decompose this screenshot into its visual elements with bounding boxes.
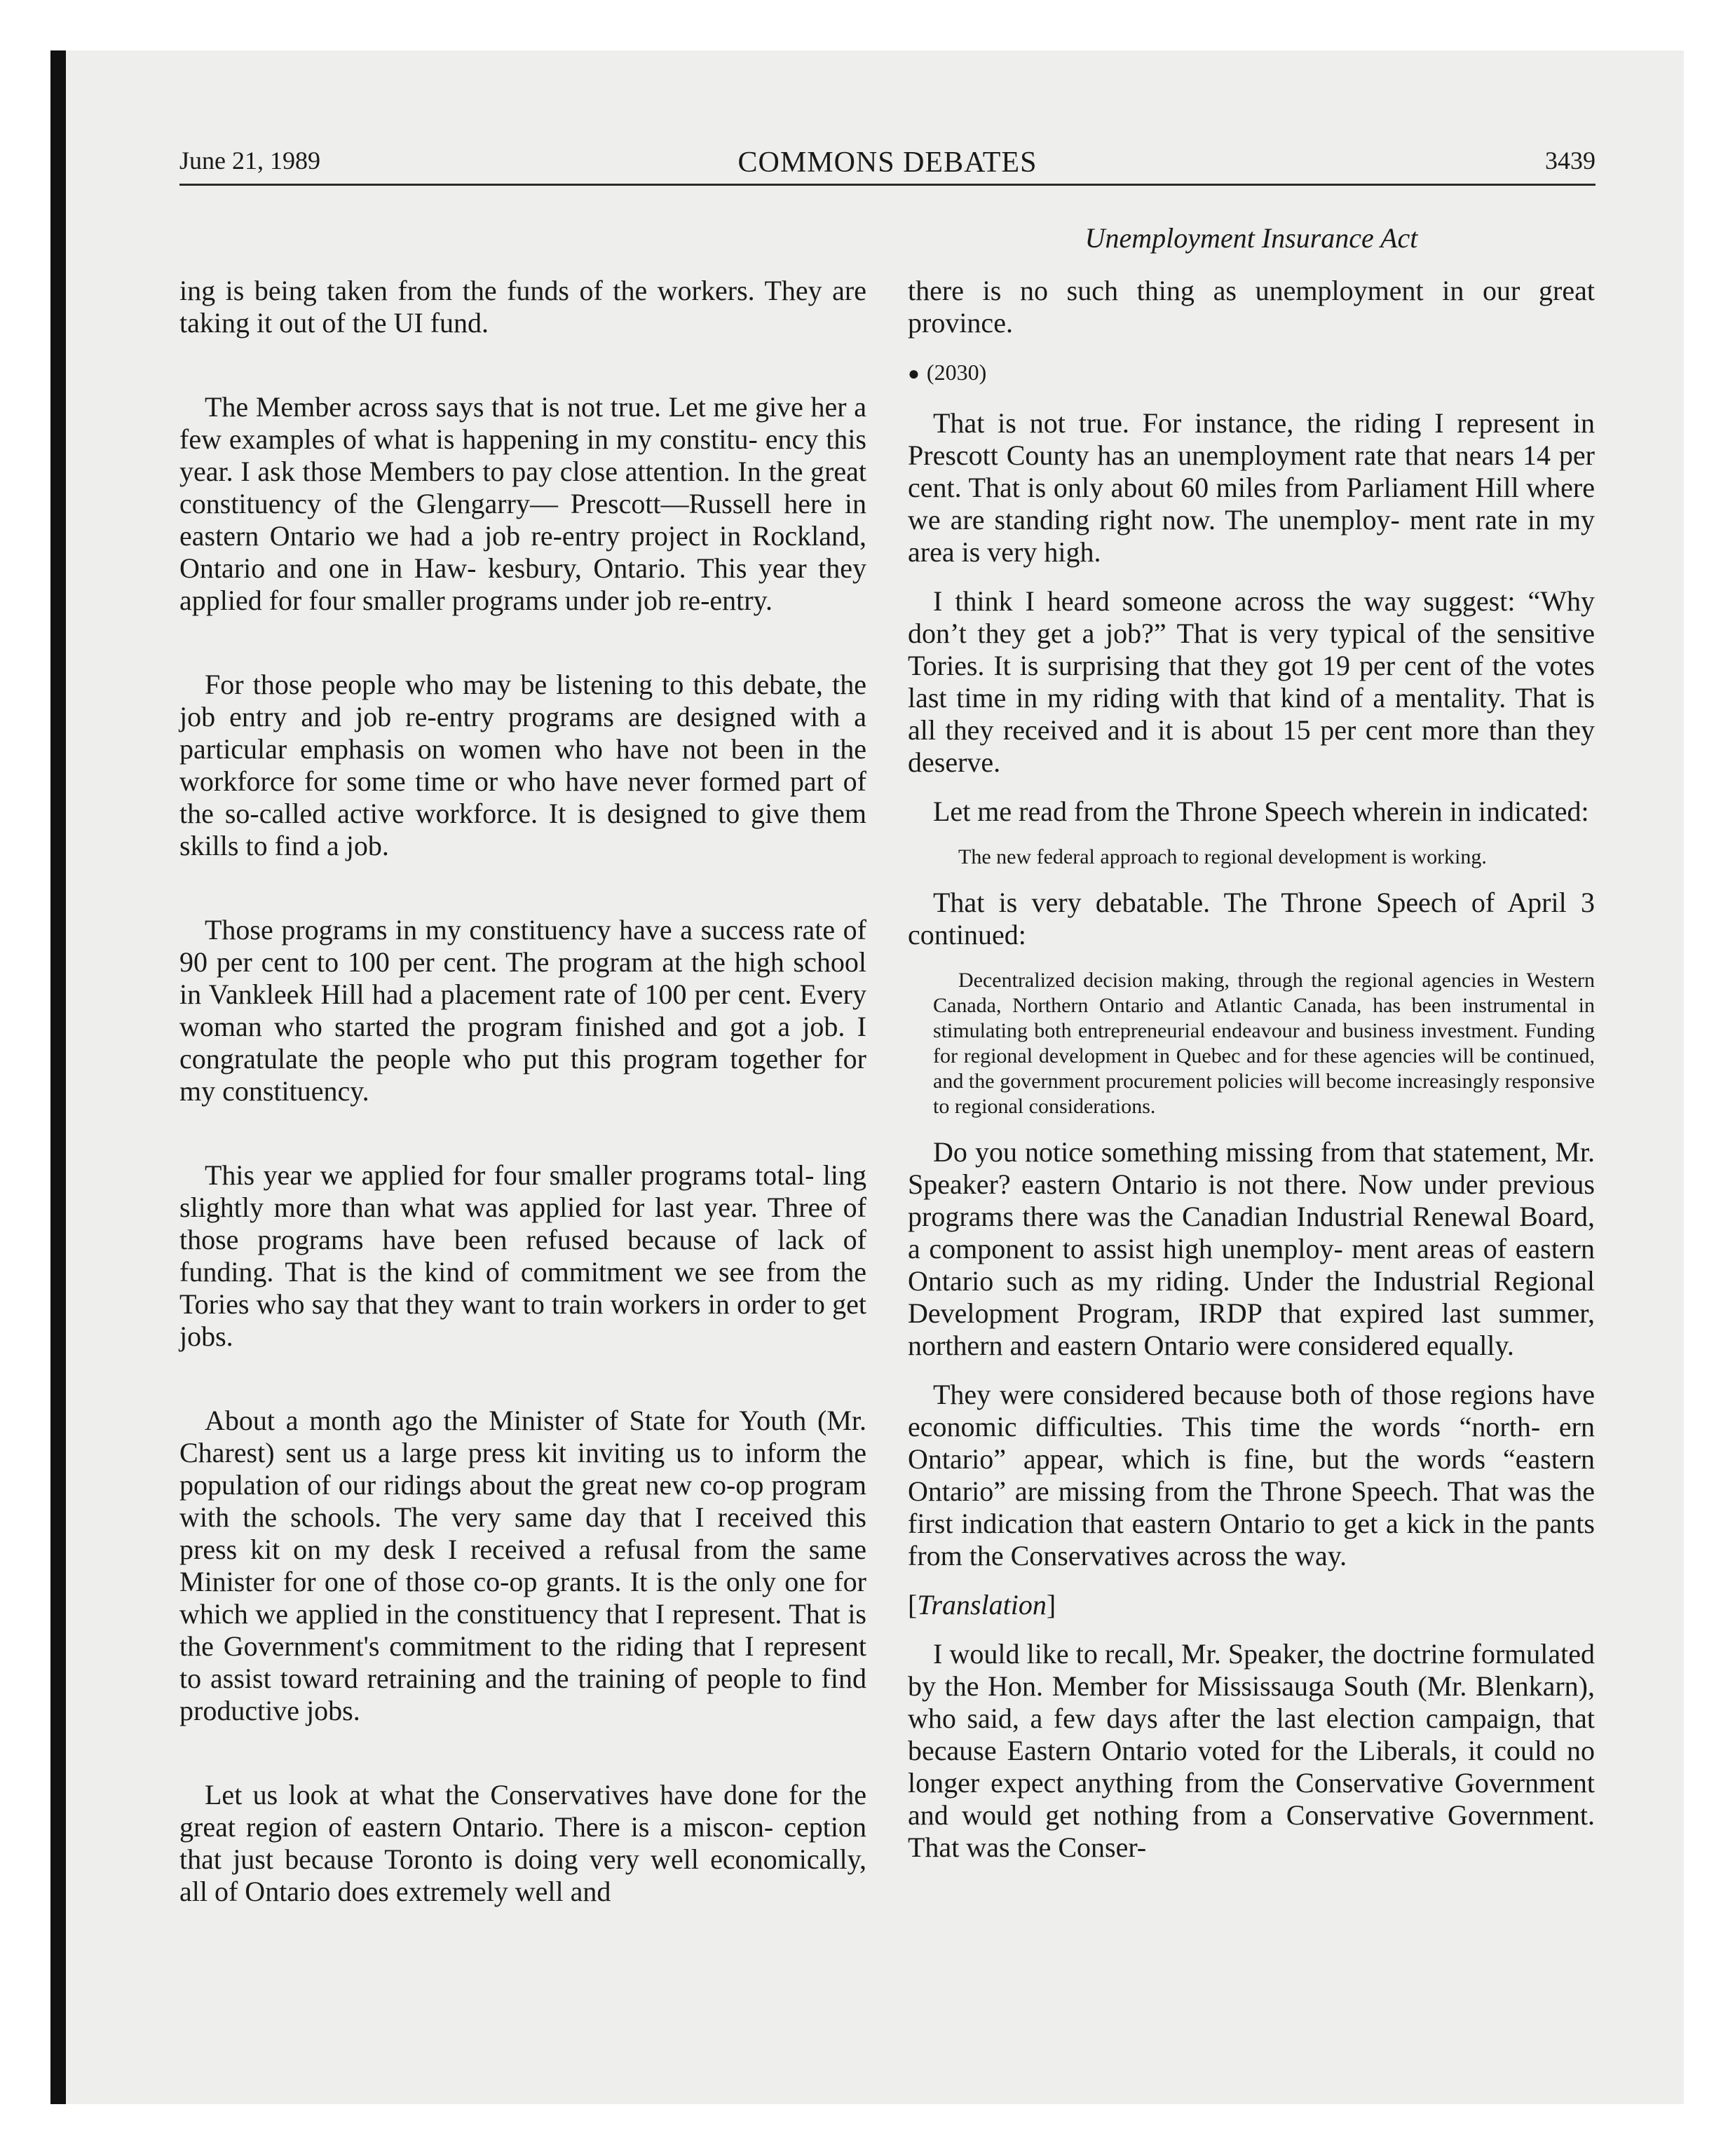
left-paragraph-7: Let us look at what the Conservatives have done for the great region of eastern Ontario. There is a miscon- ception that just because Toronto is doing very well economically, all of Ontario does extremely well and: [179, 1779, 866, 1907]
header-title: COMMONS DEBATES: [737, 146, 1037, 179]
right-paragraph-1: there is no such thing as unemployment in our great province.: [908, 275, 1595, 339]
right-paragraph-8: I would like to recall, Mr. Speaker, the doctrine formulated by the Hon. Member for Mississauga South (Mr. Blenkarn), who said, a few days after the last election campaign, that because Eastern Ontario voted for the Liberals, it could no longer expect anything from the Conservative Government and would get nothing from a Conservative Government. That was the Conser-: [908, 1638, 1595, 1863]
header-date: June 21, 1989: [179, 146, 320, 175]
page-header: [179, 140, 1595, 182]
scan-edge-shadow: [50, 50, 66, 2104]
quote-throne-speech-2: Decentralized decision making, through the regional agencies in Western Canada, Northern Ontario and Atlantic Canada, has been instrumental in stimulating both entrepreneurial endeavour and business investment. Funding for regional development in Quebec and for these agencies will be continued, and the government procurement policies will become increasingly responsive to regional considerations.: [933, 969, 1595, 1118]
right-paragraph-2: That is not true. For instance, the riding I represent in Prescott County has an unemployment rate that nears 14 per cent. That is only about 60 miles from Parliament Hill where we are standing right now. The unemploy- ment rate in my area is very high.: [908, 407, 1595, 568]
section-title: Unemployment Insurance Act: [1084, 222, 1418, 254]
header-rule: [179, 184, 1595, 186]
time-marker: [908, 356, 1595, 390]
right-paragraph-3: I think I heard someone across the way suggest: “Why don’t they get a job?” That is very typical of the sensitive Tories. It is surprising that they got 19 per cent of the votes last time in my riding with that kind of a mentality. That is all they received and it is about 15 per cent more than they deserve.: [908, 585, 1595, 778]
right-paragraph-6: Do you notice something missing from that statement, Mr. Speaker? eastern Ontario is not there. Now under previous programs there was the Canadian Industrial Renewal Board, a component to assist high unemploy- ment areas of eastern Ontario such as my riding. Under the Industrial Regional Development Program, IRDP that expired last summer, northern and eastern Ontario were considered equally.: [908, 1136, 1595, 1361]
translation-label: Translation: [917, 1589, 1047, 1621]
time-marker-text: (2030): [926, 360, 987, 385]
right-column: [908, 275, 1595, 1881]
left-paragraph-3: For those people who may be listening to this debate, the job entry and job re-entry programs are designed with a particular emphasis on women who have not been in the workforce for some time or who have never formed part of the so-called active workforce. It is designed to give them skills to find a job.: [179, 669, 866, 861]
left-paragraph-5: This year we applied for four smaller programs total- ling slightly more than what was applied for last year. Three of those programs have been refused because of lack of funding. That is the kind of commitment we see from the Tories who say that they want to train workers in order to get jobs.: [179, 1159, 866, 1352]
right-paragraph-4: Let me read from the Throne Speech wherein in indicated:: [933, 796, 1589, 827]
right-paragraph-7: They were considered because both of those regions have economic difficulties. This time the words “north- ern Ontario” appear, which is fine, but the words “eastern Ontario” are missing from the Throne Speech. That was the first indication that eastern Ontario to get a kick in the pants from the Conservatives across the way.: [908, 1379, 1595, 1571]
left-paragraph-4: Those programs in my constituency have a success rate of 90 per cent to 100 per cent. The program at the high school in Vankleek Hill had a placement rate of 100 per cent. Every woman who started the program finished and got a job. I congratulate the people who put this program together for my constituency.: [179, 914, 866, 1107]
translation-note: [Translation]: [908, 1589, 1056, 1621]
bullet-icon: ●: [908, 363, 920, 385]
header-page-number: 3439: [1545, 146, 1595, 175]
right-paragraph-5: That is very debatable. The Throne Speech of April 3 continued:: [908, 887, 1595, 950]
left-column: [179, 275, 866, 1960]
left-paragraph-6: About a month ago the Minister of State for Youth (Mr. Charest) sent us a large press kit inviting us to inform the population of our ridings about the great new co-op program with the schools. The very same day that I received this press kit on my desk I received a refusal from the same Minister for one of those co-op grants. It is the only one for which we applied in the constituency that I represent. That is the Government's commitment to the riding that I represent to assist toward retraining and the training of people to find productive jobs.: [179, 1405, 866, 1726]
left-paragraph-1: ing is being taken from the funds of the workers. They are taking it out of the UI fund.: [179, 275, 866, 339]
left-paragraph-2: The Member across says that is not true. Let me give her a few examples of what is happening in my constitu- ency this year. I ask those Members to pay close attention. In the great constituency of the Glengarry— Prescott—Russell here in eastern Ontario we had a job re-entry project in Rockland, Ontario and one in Haw- kesbury, Ontario. This year they applied for four smaller programs under job re-entry.: [179, 391, 866, 616]
quote-throne-speech-1: The new federal approach to regional development is working.: [958, 845, 1487, 868]
